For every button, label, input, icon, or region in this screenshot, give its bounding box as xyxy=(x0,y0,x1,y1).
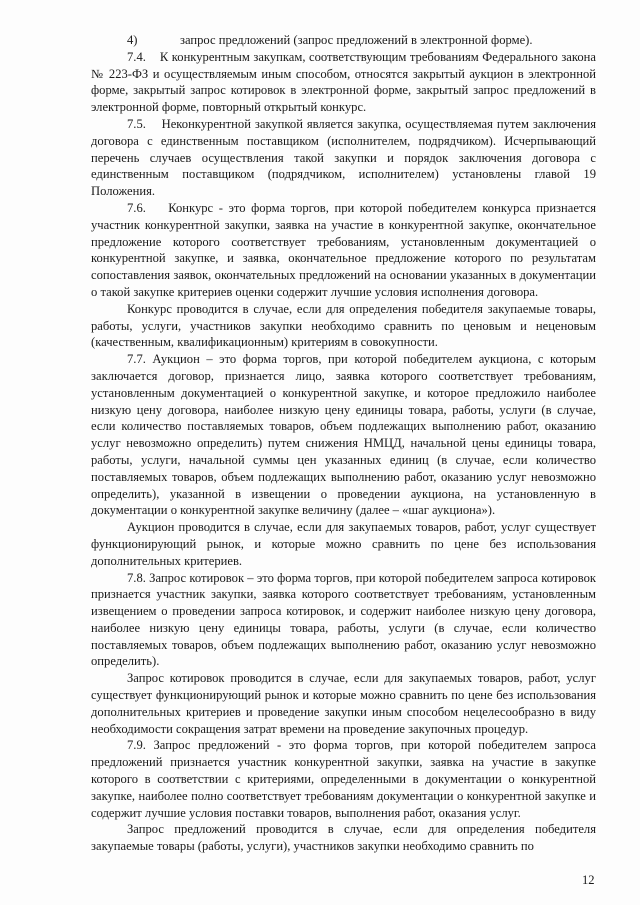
paragraph-auction-usage: Аукцион проводится в случае, если для закупаемых товаров, работ, услуг существует функционирующий рынок, и которые можно сравнить по цене без использования дополнительных критериев. xyxy=(91,520,596,568)
list-item-number: 4) xyxy=(127,33,138,47)
list-item-4 xyxy=(91,32,596,49)
paragraph-7-7: 7.7. Аукцион – это форма торгов, при которой победителем аукциона, с которым заключается договор, признается лицо, заявка которого соответствует требованиям, установленным документацией о конкурентной закупке, и которое предложило наиболее низкую цену договора, наиболее низкую цену единицы товара, работы, услуги (в случае, если количество поставляемых товаров, объем подлежащих выполнению работ, оказанию услуг невозможно определить) путем снижения НМЦД, начальной цены единицы товара, работы, услуги, начальной суммы цен указанных единиц (в случае, если количество поставляемых товаров, объем подлежащих выполнению работ, оказанию услуг невозможно определить), указанной в извещении о проведении аукциона, на установленную в документации о конкурентной закупке величину (далее – «шаг аукциона»). xyxy=(91,352,596,518)
paragraph-quotation-usage: Запрос котировок проводится в случае, если для закупаемых товаров, работ, услуг существует функционирующий рынок и которые можно сравнить по цене без использования дополнительных критериев и проведение закупки иным способом нецелесообразно в виду необходимости сокращения затрат времени на проведение закупочных процедур. xyxy=(91,671,596,736)
document-body xyxy=(91,32,596,855)
paragraph-proposal-usage: Запрос предложений проводится в случае, если для определения победителя закупаемые товары (работы, услуги), участников закупки необходимо сравнить по xyxy=(91,822,596,854)
page-number: 12 xyxy=(582,873,595,887)
paragraph-7-8: 7.8. Запрос котировок – это форма торгов, при которой победителем запроса котировок признается участник закупки, заявка которого соответствует требованиям, установленным извещением о проведении запроса котировок, и содержит наиболее низкую цену договора, наиболее низкую цену единицы товара, работы, услуги (в случае, если количество поставляемых товаров, объем подлежащих выполнению работ, оказанию услуг невозможно определить). xyxy=(91,570,596,669)
list-item-text: запрос предложений (запрос предложений в электронной форме). xyxy=(180,33,533,47)
paragraph-7-9: 7.9. Запрос предложений - это форма торгов, при которой победителем запроса предложений признается участник конкурентной закупки, заявка на участие в закупке которого в соответствии с критериями, определенными в документации о конкурентной закупке, наиболее полно соответствует требованиям документации о конкурентной закупке и содержит лучшие условия поставки товаров, выполнения работ, оказания услуг. xyxy=(91,738,596,820)
paragraph-7-6: 7.6. Конкурс - это форма торгов, при которой победителем конкурса признается участник конкурентной закупки, заявка на участие в конкурентной закупке, окончательное предложение которого соответствует требованиям, установленным документацией о конкурентной закупке, и заявка, окончательное предложение которого по результатам сопоставления заявок, окончательных предложений на основании указанных в документации о такой закупке критериев оценки содержит лучшие условия исполнения договора. xyxy=(91,200,596,299)
paragraph-7-4: 7.4. К конкурентным закупкам, соответствующим требованиям Федерального закона № 223-ФЗ и осуществляемым иным способом, относятся закрытый аукцион в электронной форме, закрытый запрос котировок в электронной форме, закрытый запрос предложений в электронной форме, повторный открытый конкурс. xyxy=(91,49,596,115)
paragraph-7-5: 7.5. Неконкурентной закупкой является закупка, осуществляемая путем заключения договора с единственным поставщиком (исполнителем, подрядчиком). Исчерпывающий перечень случаев осуществления такой закупки и порядок заключения договора с единственным поставщиком (подрядчиком, исполнителем) установлены главой 19 Положения. xyxy=(91,116,596,199)
paragraph-konkurs-usage: Конкурс проводится в случае, если для определения победителя закупаемые товары, работы, услуги, участников закупки необходимо сравнить по ценовым и неценовым (качественным, квалификационным) критериям в совокупности. xyxy=(91,301,596,350)
